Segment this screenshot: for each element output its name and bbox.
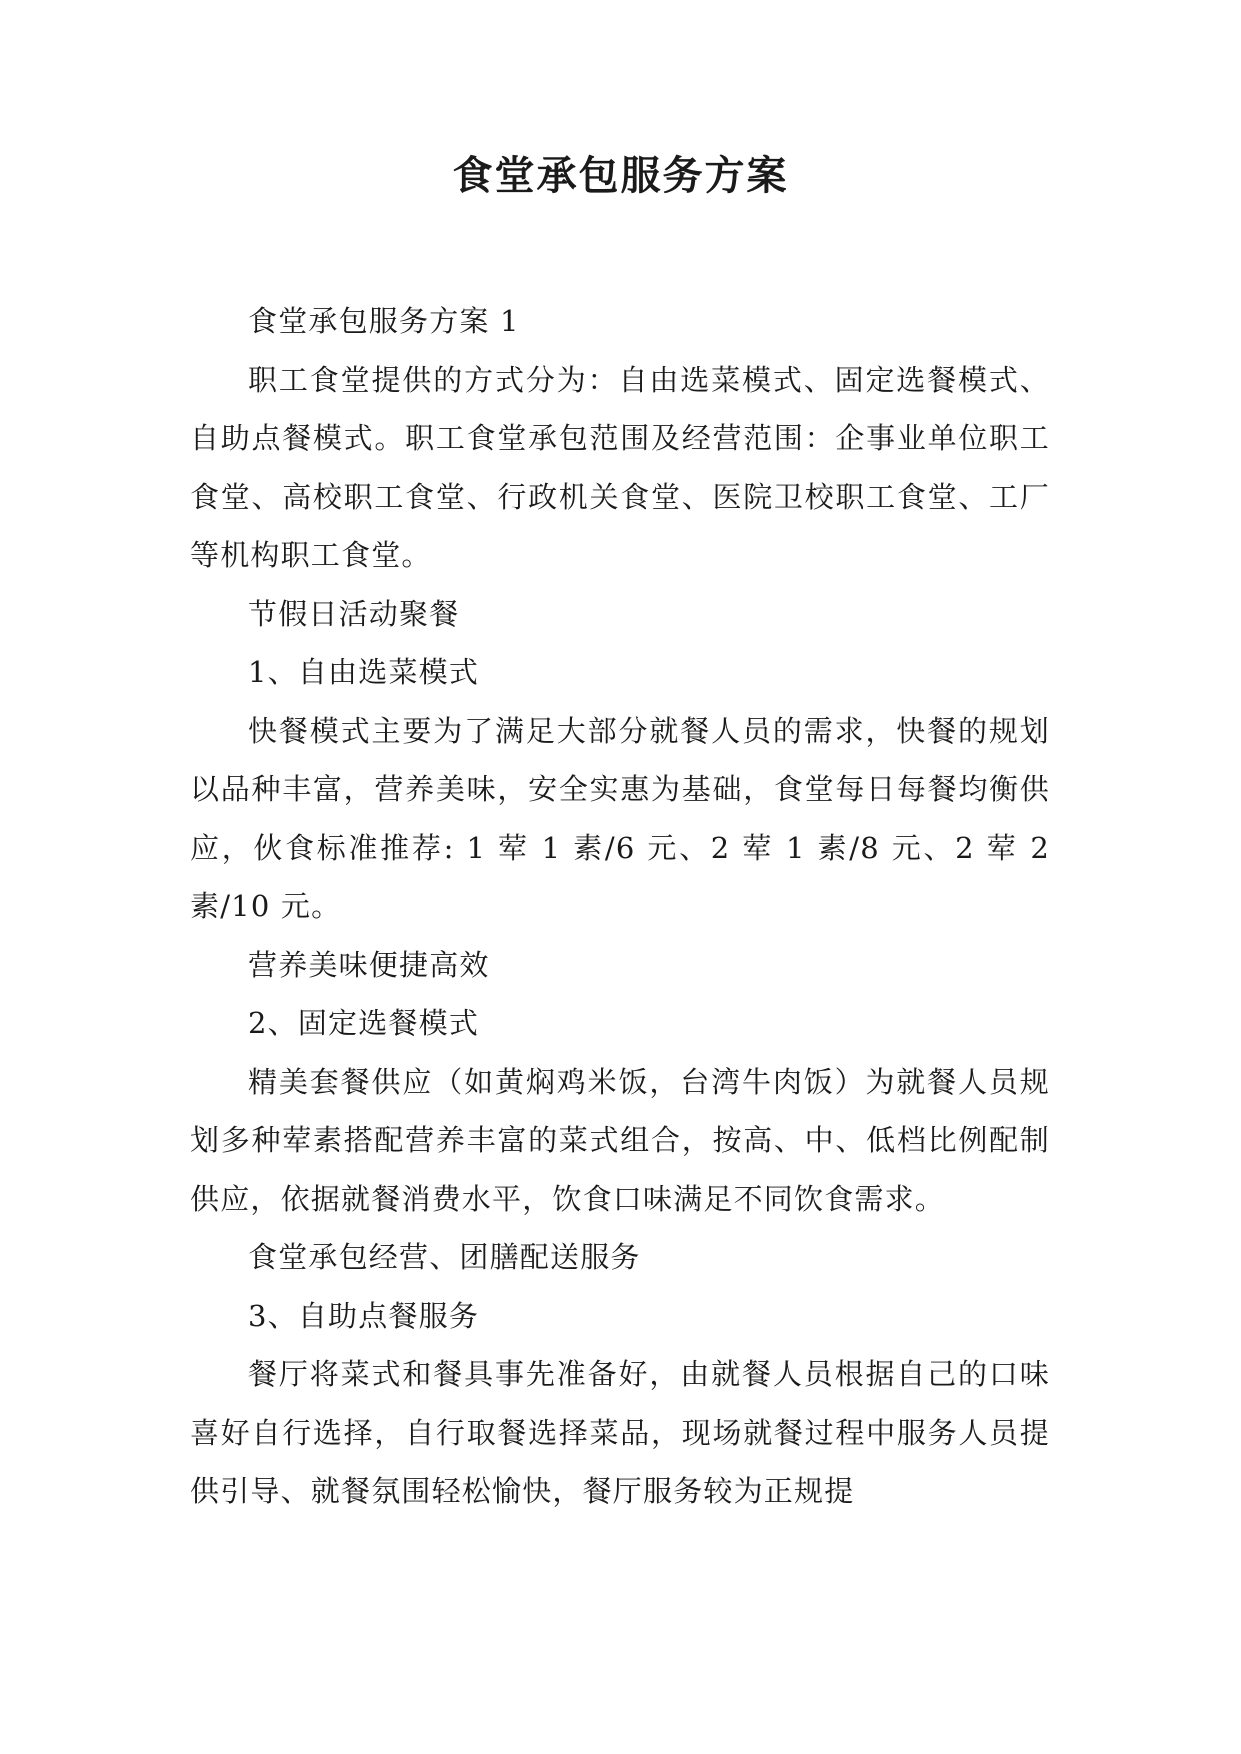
paragraph-service-modes: 职工食堂提供的方式分为：自由选菜模式、固定选餐模式、自助点餐模式。职工食堂承包范围及经营范围：企事业单位职工食堂、高校职工食堂、行政机关食堂、医院卫校职工食堂、工厂等机构职工食堂。 [190, 362, 1050, 572]
paragraph-mode-2-heading: 2、固定选餐模式 [248, 1006, 480, 1040]
paragraph-nutrition-slogan: 营养美味便捷高效 [248, 947, 490, 982]
paragraph-mode-2-detail: 精美套餐供应（如黄焖鸡米饭，台湾牛肉饭）为就餐人员规划多种荤素搭配营养丰富的菜式组合，按高、中、低档比例配制供应，依据就餐消费水平，饮食口味满足不同饮食需求。 [190, 1064, 1050, 1216]
paragraph-mode-1-detail: 快餐模式主要为了满足大部分就餐人员的需求，快餐的规划以品种丰富，营养美味，安全实惠为基础，食堂每日每餐均衡供应，伙食标准推荐: 1 荤 1 素/6 元、2 荤 1 素/8 元、2 荤 2 素/10 元。 [190, 713, 1050, 923]
paragraph-mode-3-heading: 3、自助点餐服务 [248, 1298, 480, 1333]
paragraph-mode-1-heading: 1、自由选菜模式 [248, 655, 480, 689]
document-title: 食堂承包服务方案 [452, 152, 789, 199]
paragraph-holiday-dining: 节假日活动聚餐 [248, 596, 460, 631]
paragraph-section-heading: 食堂承包服务方案 1 [248, 304, 520, 338]
paragraph-catering-service: 食堂承包经营、团膳配送服务 [248, 1240, 641, 1274]
paragraph-mode-3-detail: 餐厅将菜式和餐具事先准备好，由就餐人员根据自己的口味喜好自行选择，自行取餐选择菜品，现场就餐过程中服务人员提供引导、就餐氛围轻松愉快，餐厅服务较为正规提 [190, 1357, 1050, 1508]
document-body [190, 292, 1050, 1521]
